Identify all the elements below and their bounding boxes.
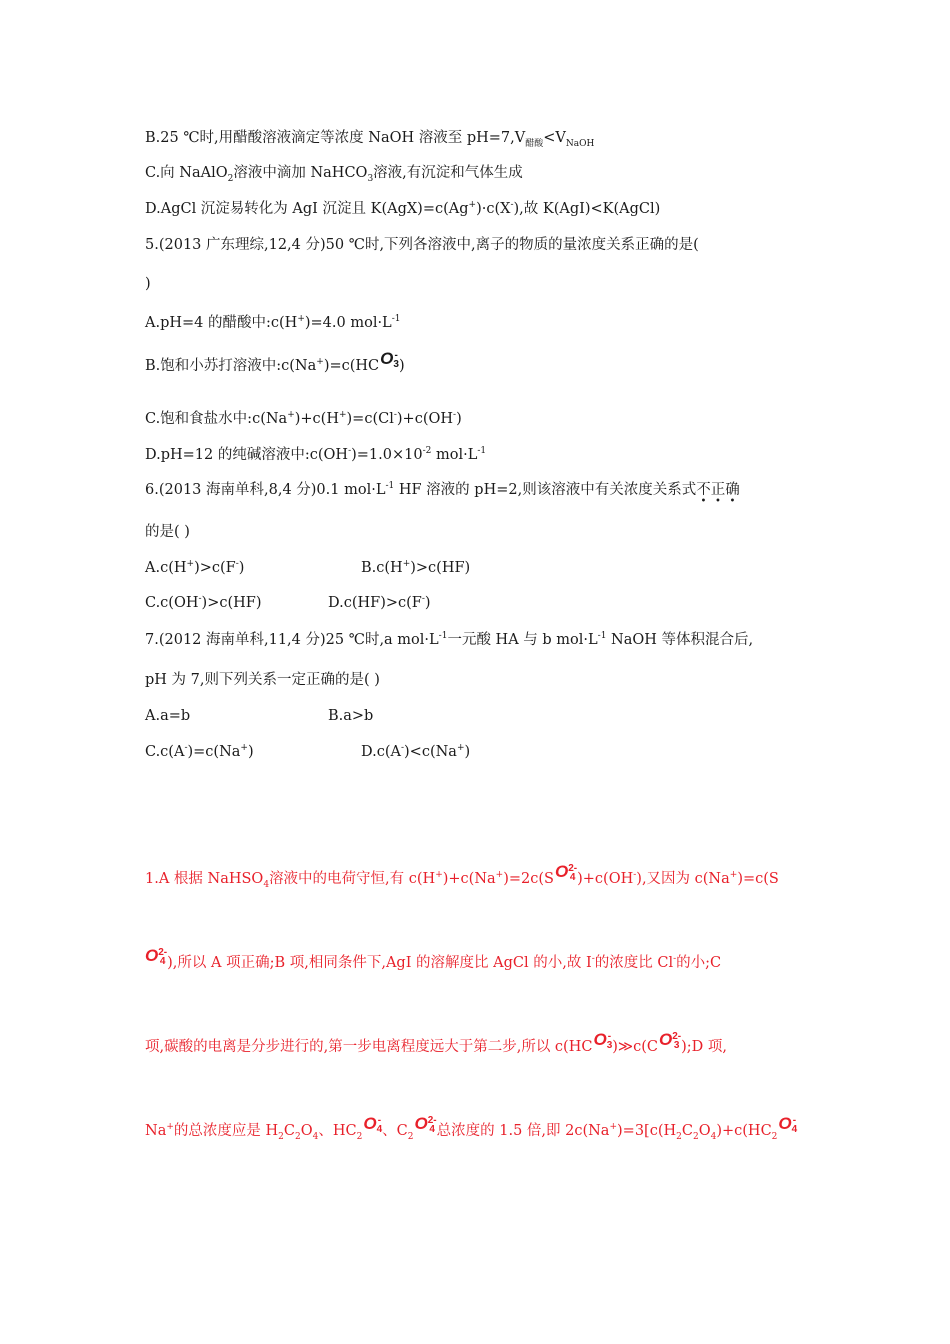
q7-stem-end: pH 为 7,则下列关系一定正确的是( )	[145, 672, 380, 688]
q6-option-d: D.c(HF)>c(F-)	[328, 594, 431, 611]
q4-option-b: B.25 ℃时,用醋酸溶液滴定等浓度 NaOH 溶液至 $pH=7,V_{醋酸}<V_{NaOH}$	[145, 130, 595, 149]
ion-formula: O2- 3	[658, 1030, 682, 1051]
q5-option-c: C.饱和食盐水中:c(Na+)+c(H+)=c(Cl-)+c(OH-)	[145, 410, 462, 427]
q6-stem-end: 的是( )	[145, 524, 190, 540]
q5-option-d: D.pH=12 的纯碱溶液中$:c(OH^-)=1.0\times 10^{-2}$ $mol\cdot L^{-1}$	[145, 446, 487, 463]
q7-option-b: B.a>b	[328, 708, 374, 724]
q6-option-b: B.c(H+)>c(HF)	[361, 559, 471, 576]
ion-formula: O2- 4	[145, 946, 168, 967]
q7-option-c: C.c(A-)=c(Na+)	[145, 743, 254, 760]
emphasis-char: 不	[696, 482, 711, 498]
ion-formula: O- 4	[363, 1114, 383, 1135]
ion-formula: O- 3	[380, 349, 399, 370]
q4-option-d: D.AgCl 沉淀易转化为 AgI 沉淀且 K(AgX)=c(Ag+)·c(X-),故 K(AgI)<K(AgCl)	[145, 200, 661, 217]
q6-option-c: C.c(OH-)>c(HF)	[145, 594, 262, 611]
ion-formula: O2- 4	[554, 862, 578, 883]
emphasis-char: 正	[710, 482, 726, 498]
ion-formula: O2- 4	[414, 1114, 437, 1135]
q7-option-a: A.a=b	[145, 708, 191, 724]
answer-line-3: 项,碳酸的电离是分步进行的,第一步电离程度远大于第二步,所以 c(HCO- 3)≫c(CO2- 3 );D 项,	[145, 1030, 727, 1055]
q6-stem: 6.(2013 海南单科,8,4 分)0.1 $mol\cdot L^{-1}$ HF 溶液的 pH=2,则该溶液中有关浓度关系式不正确	[145, 481, 740, 498]
q7-stem: 7.(2012 海南单科,11,4 分)25 ℃时,a $mol\cdot L^{-1}$一元酸 HA 与 b $mol\cdot L^{-1}$ NaOH 等体积混合后,	[145, 631, 754, 648]
ion-formula: O- 3	[593, 1030, 613, 1051]
answer-line-2: O2- 4 ),所以 A 项正确;B 项,相同条件下,AgI 的溶解度比 AgCl 的小,故 I-的浓度比 Cl-的小;C	[145, 946, 722, 971]
q7-option-d: D.c(A-)<c(Na+)	[361, 743, 471, 760]
q5-stem: 5.(2013 广东理综,12,4 分)50 ℃时,下列各溶液中,离子的物质的量浓度关系正确的是(	[145, 237, 699, 253]
emphasis-char: 确	[725, 482, 740, 498]
q4-option-c: C.向 NaAlO$_2$溶液中滴加 NaHCO$_3$溶液,有沉淀和气体生成	[145, 165, 523, 184]
answer-line-1: 1.A 根据 NaHSO$_4$溶液中的电荷守恒,有 c(H+)+c(Na+)=2c(SO2- 4 )+c(OH-),又因为 c(Na+)=c(S	[145, 862, 779, 890]
q5-stem-end: )	[145, 276, 151, 292]
q5-option-b: B.饱和小苏打溶液中:c(Na+)=c(HCO- 3)	[145, 349, 405, 374]
q5-option-a: A.pH=4 的醋酸中:c(H+)=4.0 $mol\cdot L^{-1}$	[145, 314, 401, 331]
ion-formula: O- 4	[778, 1114, 798, 1135]
q6-option-a: A.c(H+)>c(F-)	[145, 559, 245, 576]
answer-line-4: Na+的总浓度应是 $H_2C_2O_4$、$HC_2O-$ 4、$C_2O2-$ 4 总浓度的 1.5 倍,即 $2c(Na^+)=3[c(H_2C_2O_4)+c(HC_2O-$ 4	[145, 1114, 798, 1142]
